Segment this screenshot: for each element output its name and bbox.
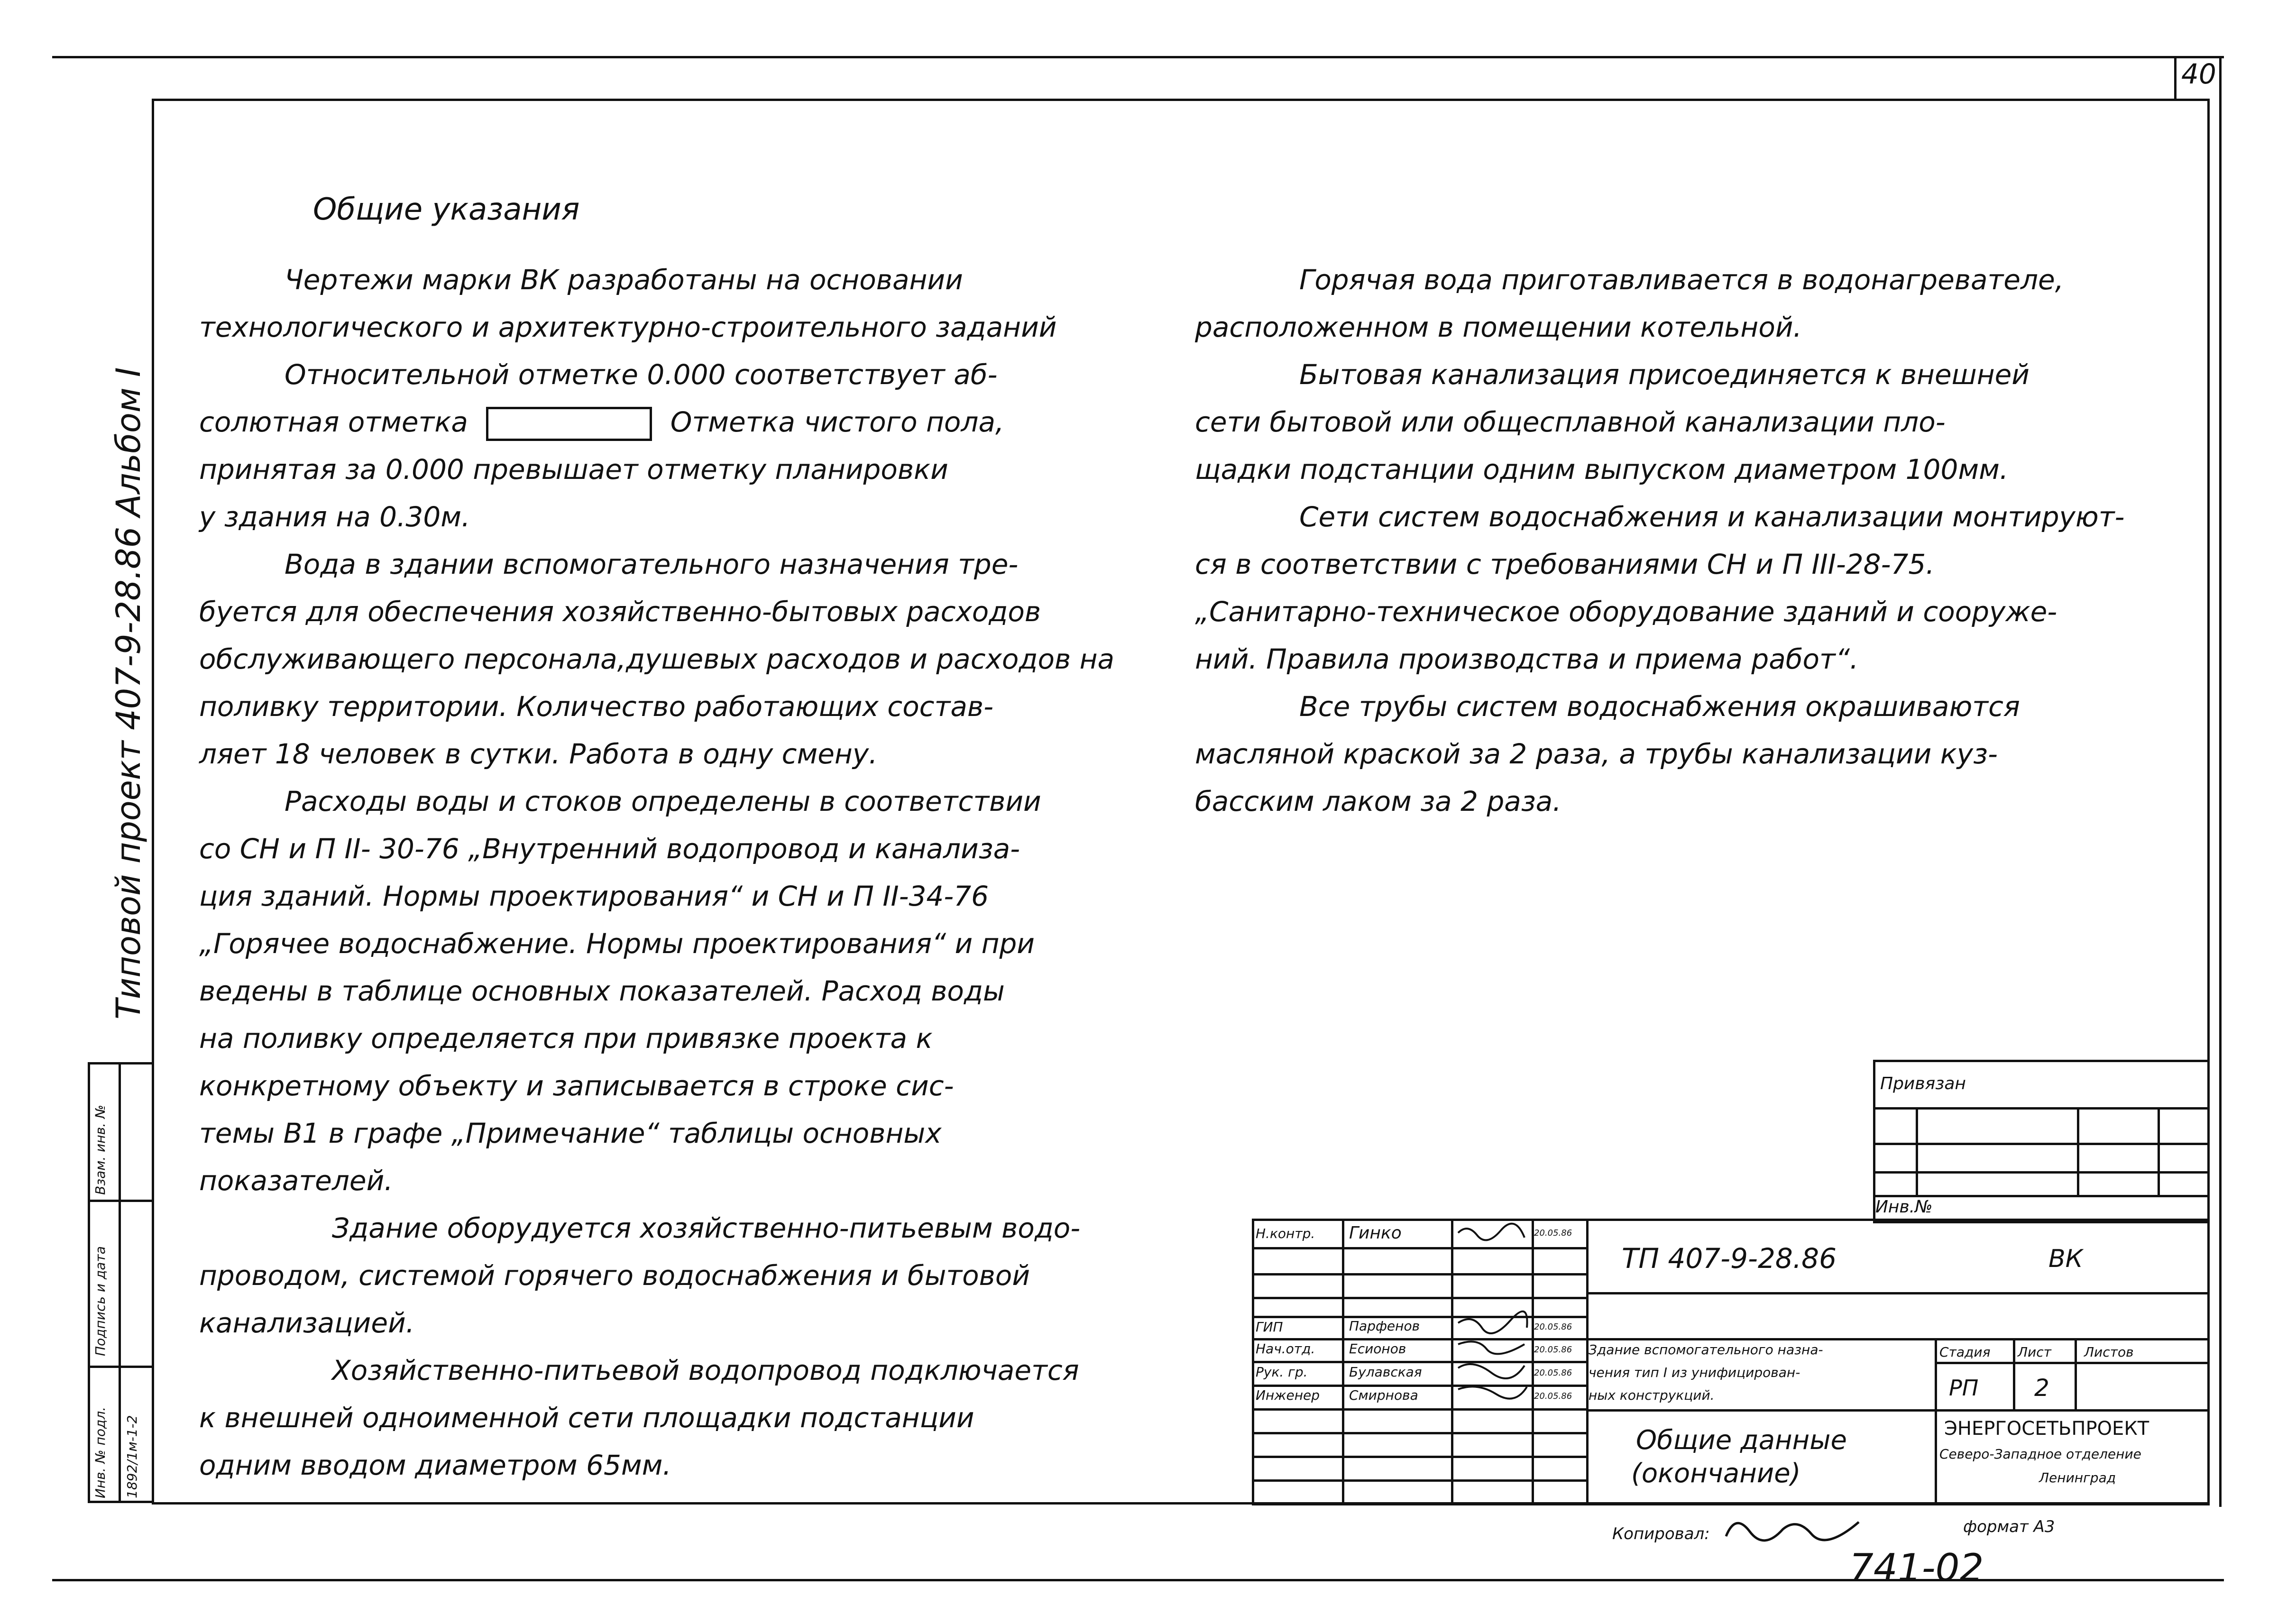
stamp-label-sign: Подпись и дата (92, 1246, 108, 1356)
corner-page-number: 40 (2181, 58, 2216, 90)
text-line: ся в соответствии с требованиями СН и П III-28-75. (1195, 548, 1935, 580)
text-line: сети бытовой или общесплавной канализации пло- (1195, 406, 1946, 438)
text-line: поливку территории. Количество работающих состав- (199, 690, 994, 723)
role-gip: ГИП (1256, 1319, 1283, 1335)
org-branch: Северо-Западное отделение (1939, 1446, 2141, 1462)
stage-label: Стадия (1939, 1344, 1991, 1360)
date-gip: 20.05.86 (1534, 1322, 1572, 1332)
text-line: показателей. (199, 1165, 393, 1197)
text-line: ляет 18 человек в сутки. Работа в одну смену. (199, 738, 878, 770)
role-nachotd: Нач.отд. (1256, 1341, 1315, 1357)
org-name: ЭНЕРГОСЕТЬПРОЕКТ (1944, 1418, 2149, 1440)
text-line: масляной краской за 2 раза, а трубы канализации куз- (1195, 738, 1998, 770)
building-desc-2: чения тип I из унифицирован- (1589, 1365, 1800, 1380)
text-line: буется для обеспечения хозяйственно-бытовых расходов (199, 596, 1041, 628)
text-line: канализацией. (199, 1307, 415, 1339)
name-gip: Парфенов (1349, 1318, 1420, 1334)
sheet-label: Лист (2018, 1344, 2051, 1360)
text-line: темы В1 в графе „Примечание“ таблицы основных (199, 1117, 942, 1149)
text-line: Вода в здании вспомогательного назначения тре- (285, 548, 1019, 580)
sheet-value: 2 (2034, 1374, 2049, 1402)
tb-stage-header-row (1935, 1362, 2210, 1364)
tb-desc-row (1586, 1338, 2210, 1340)
doc-title-1: Общие данные (1636, 1425, 1847, 1456)
right-text-block (1195, 256, 2172, 825)
privyazan-col-1 (1916, 1107, 1918, 1195)
text-line: у здания на 0.30м. (199, 501, 470, 533)
text-line: одним вводом диаметром 65мм. (199, 1449, 671, 1481)
tb-row (1252, 1385, 1586, 1387)
text-line: конкретному объекту и записывается в строке сис- (199, 1070, 954, 1102)
text-line: технологического и архитектурно-строительного заданий (199, 311, 1057, 343)
text-span: солютная отметка (199, 406, 468, 438)
format-label: формат А3 (1963, 1517, 2055, 1536)
name-rukgr: Булавская (1349, 1364, 1422, 1380)
text-line: Чертежи марки ВК разработаны на основании (285, 264, 963, 296)
tb-row (1252, 1297, 1586, 1299)
tb-col-sheet (2013, 1338, 2015, 1409)
stamp-value: 1892/1м-1-2 (124, 1415, 140, 1498)
tb-col-desc (1586, 1219, 1589, 1505)
stamp-label-inv: Инв. № подл. (92, 1406, 108, 1498)
building-desc-1: Здание вспомогательного назна- (1589, 1342, 1823, 1358)
privyazan-label: Привязан (1880, 1074, 1966, 1093)
elevation-blank-box (486, 407, 652, 441)
tb-row (1252, 1361, 1586, 1363)
building-desc-3: ных конструкций. (1589, 1387, 1715, 1403)
privyazan-col-3 (2158, 1107, 2160, 1195)
name-inzhener: Смирнова (1349, 1387, 1418, 1403)
tb-title-row (1586, 1409, 2210, 1412)
text-line: Относительной отметке 0.000 соответствует аб- (285, 358, 998, 391)
date-nachotd: 20.05.86 (1534, 1345, 1572, 1355)
text-line: Сети систем водоснабжения и канализации монтируют- (1299, 501, 2125, 533)
date-inzhener: 20.05.86 (1534, 1391, 1572, 1401)
text-line: „Санитарно-техническое оборудование зданий и сооруже- (1195, 596, 2057, 628)
inv-no-label: Инв.№ (1875, 1197, 1933, 1217)
text-line: ведены в таблице основных показателей. Расход воды (199, 975, 1005, 1007)
name-nkontr: Гинко (1349, 1223, 1402, 1243)
text-span: Отметка чистого пола, (670, 406, 1004, 438)
text-line: на поливку определяется при привязке проекта к (199, 1022, 933, 1055)
date-nkontr: 20.05.86 (1534, 1228, 1572, 1238)
role-inzhener: Инженер (1256, 1387, 1320, 1403)
project-code: ТП 407-9-28.86 (1622, 1242, 1837, 1275)
tb-row (1252, 1432, 1586, 1434)
left-text-block (199, 256, 1185, 1489)
text-line: Горячая вода приготавливается в водонагревателе, (1299, 264, 2064, 296)
text-line: Все трубы систем водоснабжения окрашиваются (1299, 690, 2020, 723)
text-line: со СН и П II- 30-76 „Внутренний водопровод и канализа- (199, 833, 1020, 865)
text-line: проводом, системой горячего водоснабжения и бытовой (199, 1259, 1030, 1292)
heading-general-notes: Общие указания (313, 192, 580, 227)
tb-code-row (1586, 1292, 2210, 1294)
privyazan-col-2 (2077, 1107, 2079, 1195)
role-rukgr: Рук. гр. (1256, 1364, 1308, 1380)
text-line: к внешней одноименной сети площадки подстанции (199, 1402, 974, 1434)
tb-row (1252, 1273, 1586, 1275)
role-nkontr: Н.контр. (1256, 1226, 1315, 1241)
drawing-mark: ВК (2048, 1245, 2083, 1273)
text-line: принятая за 0.000 превышает отметку планировки (199, 453, 948, 486)
stamp-label-replace: Взам. инв. № (92, 1104, 108, 1195)
copied-label: Копировал: (1612, 1524, 1710, 1543)
tb-row (1252, 1479, 1586, 1482)
text-line: щадки подстанции одним выпуском диаметром 100мм. (1195, 453, 2009, 486)
stage-value: РП (1949, 1375, 1979, 1401)
album-label: Альбом I (109, 367, 148, 517)
doc-title-2: (окончание) (1631, 1458, 1801, 1489)
sheet-number: 741-02 (1849, 1546, 1984, 1590)
text-line: ний. Правила производства и приема работ“. (1195, 643, 1859, 675)
text-line: Здание оборудуется хозяйственно-питьевым водо- (332, 1212, 1081, 1244)
right-edge (2219, 56, 2222, 1507)
tb-row (1252, 1338, 1586, 1340)
name-nachotd: Есионов (1349, 1341, 1406, 1357)
tb-row (1252, 1408, 1586, 1411)
text-line (199, 398, 1185, 446)
tb-row (1252, 1456, 1586, 1458)
stamp-rule-1 (88, 1200, 154, 1202)
sheets-label: Листов (2084, 1344, 2134, 1360)
tb-row (1252, 1247, 1586, 1249)
text-line: расположенном в помещении котельной. (1195, 311, 1802, 343)
text-line: „Горячее водоснабжение. Нормы проектирования“ и при (199, 927, 1035, 960)
tb-col-sheets (2075, 1338, 2077, 1409)
copier-signature (1717, 1508, 1868, 1551)
text-line: Хозяйственно-питьевой водопровод подключается (332, 1354, 1079, 1386)
text-line: обслуживающего персонала,душевых расходов и расходов на (199, 643, 1115, 675)
project-label: Типовой проект 407-9-28.86 (109, 526, 148, 1019)
org-city: Ленинград (2039, 1470, 2116, 1486)
top-rule (52, 56, 2224, 58)
stamp-divider (119, 1062, 121, 1503)
text-line: Расходы воды и стоков определены в соответствии (285, 785, 1041, 817)
text-line: басским лаком за 2 раза. (1195, 785, 1561, 817)
signature-scribbles (1453, 1221, 1532, 1411)
text-line: ция зданий. Нормы проектирования“ и СН и П II-34-76 (199, 880, 989, 912)
text-line: Бытовая канализация присоединяется к внешней (1299, 358, 2030, 391)
date-rukgr: 20.05.86 (1534, 1368, 1572, 1378)
corner-box-left (2174, 56, 2177, 101)
stamp-rule-2 (88, 1366, 154, 1368)
